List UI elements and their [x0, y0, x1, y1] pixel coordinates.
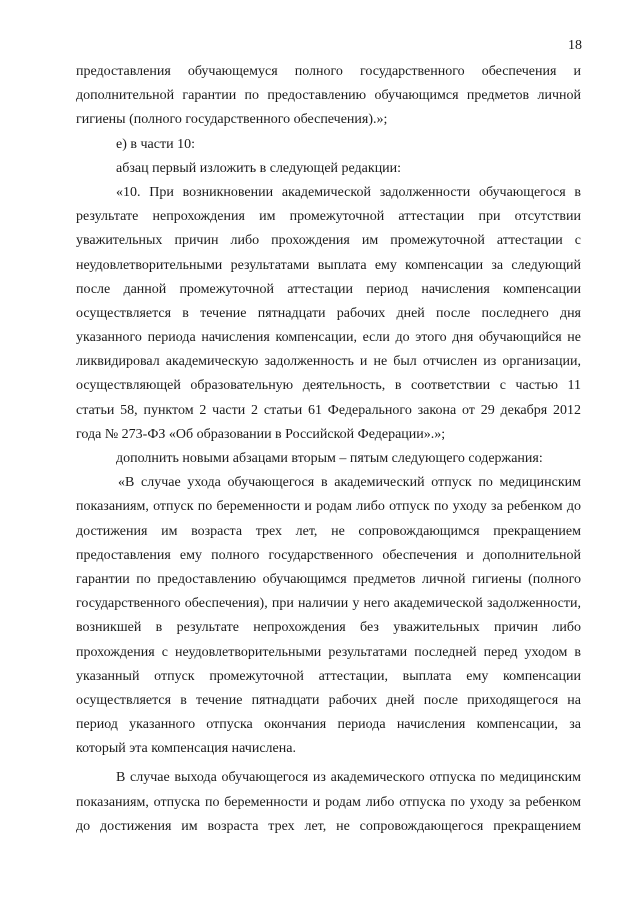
- text-line: осуществляющей образовательную деятельность, в соответствии с частью 11: [76, 378, 581, 394]
- text-line: прохождения с неудовлетворительными результатами последней перед уходом в: [76, 644, 581, 660]
- text-line: е) в части 10:: [116, 136, 195, 152]
- text-line: период указанного отпуска окончания периода начисления компенсации, за: [76, 717, 581, 733]
- page-number: 18: [568, 38, 582, 53]
- text-line: гигиены (полного государственного обеспечения).»;: [76, 112, 388, 128]
- text-line: ликвидировал академическую задолженность и не был отчислен из организации,: [76, 354, 581, 370]
- text-line: неудовлетворительными результатами выплата ему компенсации за следующий: [76, 257, 581, 273]
- text-line: возникшей в результате непрохождения без уважительных причин либо: [76, 620, 581, 636]
- text-line: дополнительной гарантии по предоставлению обучающимся предметов личной: [76, 88, 581, 104]
- text-line: уважительных причин либо прохождения им промежуточной аттестации с: [76, 233, 581, 249]
- text-line: «В случае ухода обучающегося в академический отпуск по медицинским: [118, 475, 581, 491]
- text-line: показаниям, отпуск по беременности и родам либо отпуск по уходу за ребенком до: [76, 499, 581, 515]
- text-line: показаниям, отпуска по беременности и родам либо отпуска по уходу за ребенком: [76, 794, 581, 810]
- text-line: указанный отпуск промежуточной аттестации, выплата ему компенсации: [76, 668, 581, 684]
- text-line: дополнить новыми абзацами вторым – пятым следующего содержания:: [116, 451, 543, 466]
- text-line: указанного периода начисления компенсации, если до этого дня обучающийся не: [76, 330, 581, 346]
- text-line: предоставления обучающемуся полного государственного обеспечения и: [76, 64, 581, 79]
- text-line: года № 273-ФЗ «Об образовании в Российской Федерации».»;: [76, 426, 446, 442]
- text-line: гарантии по предоставлению обучающимся предметов личной гигиены (полного: [76, 571, 581, 587]
- text-line: который эта компенсация начислена.: [76, 741, 296, 757]
- document-body: [76, 60, 581, 839]
- text-line: осуществляется в течение пятнадцати рабочих дней после приходящегося на: [76, 692, 581, 708]
- text-line: статьи 58, пунктом 2 части 2 статьи 61 Федерального закона от 29 декабря 2012: [76, 402, 581, 418]
- text-line: государственного обеспечения), при наличии у него академической задолженности,: [76, 596, 581, 612]
- text-line: «10. При возникновении академической задолженности обучающегося в: [116, 184, 581, 200]
- text-line: В случае выхода обучающегося из академического отпуска по медицинским: [116, 770, 581, 786]
- text-line: после данной промежуточной аттестации период начисления компенсации: [76, 281, 581, 297]
- text-line: предоставления ему полного государственного обеспечения и дополнительной: [76, 547, 581, 563]
- text-line: до достижения им возраста трех лет, не сопровождающегося прекращением: [76, 818, 581, 834]
- text-line: достижения им возраста трех лет, не сопровождающимся прекращением: [76, 523, 581, 539]
- text-line: результате непрохождения им промежуточной аттестации при отсутствии: [76, 209, 581, 225]
- text-line: осуществляется в течение пятнадцати рабочих дней после последнего дня: [76, 305, 581, 321]
- text-line: абзац первый изложить в следующей редакции:: [116, 160, 402, 176]
